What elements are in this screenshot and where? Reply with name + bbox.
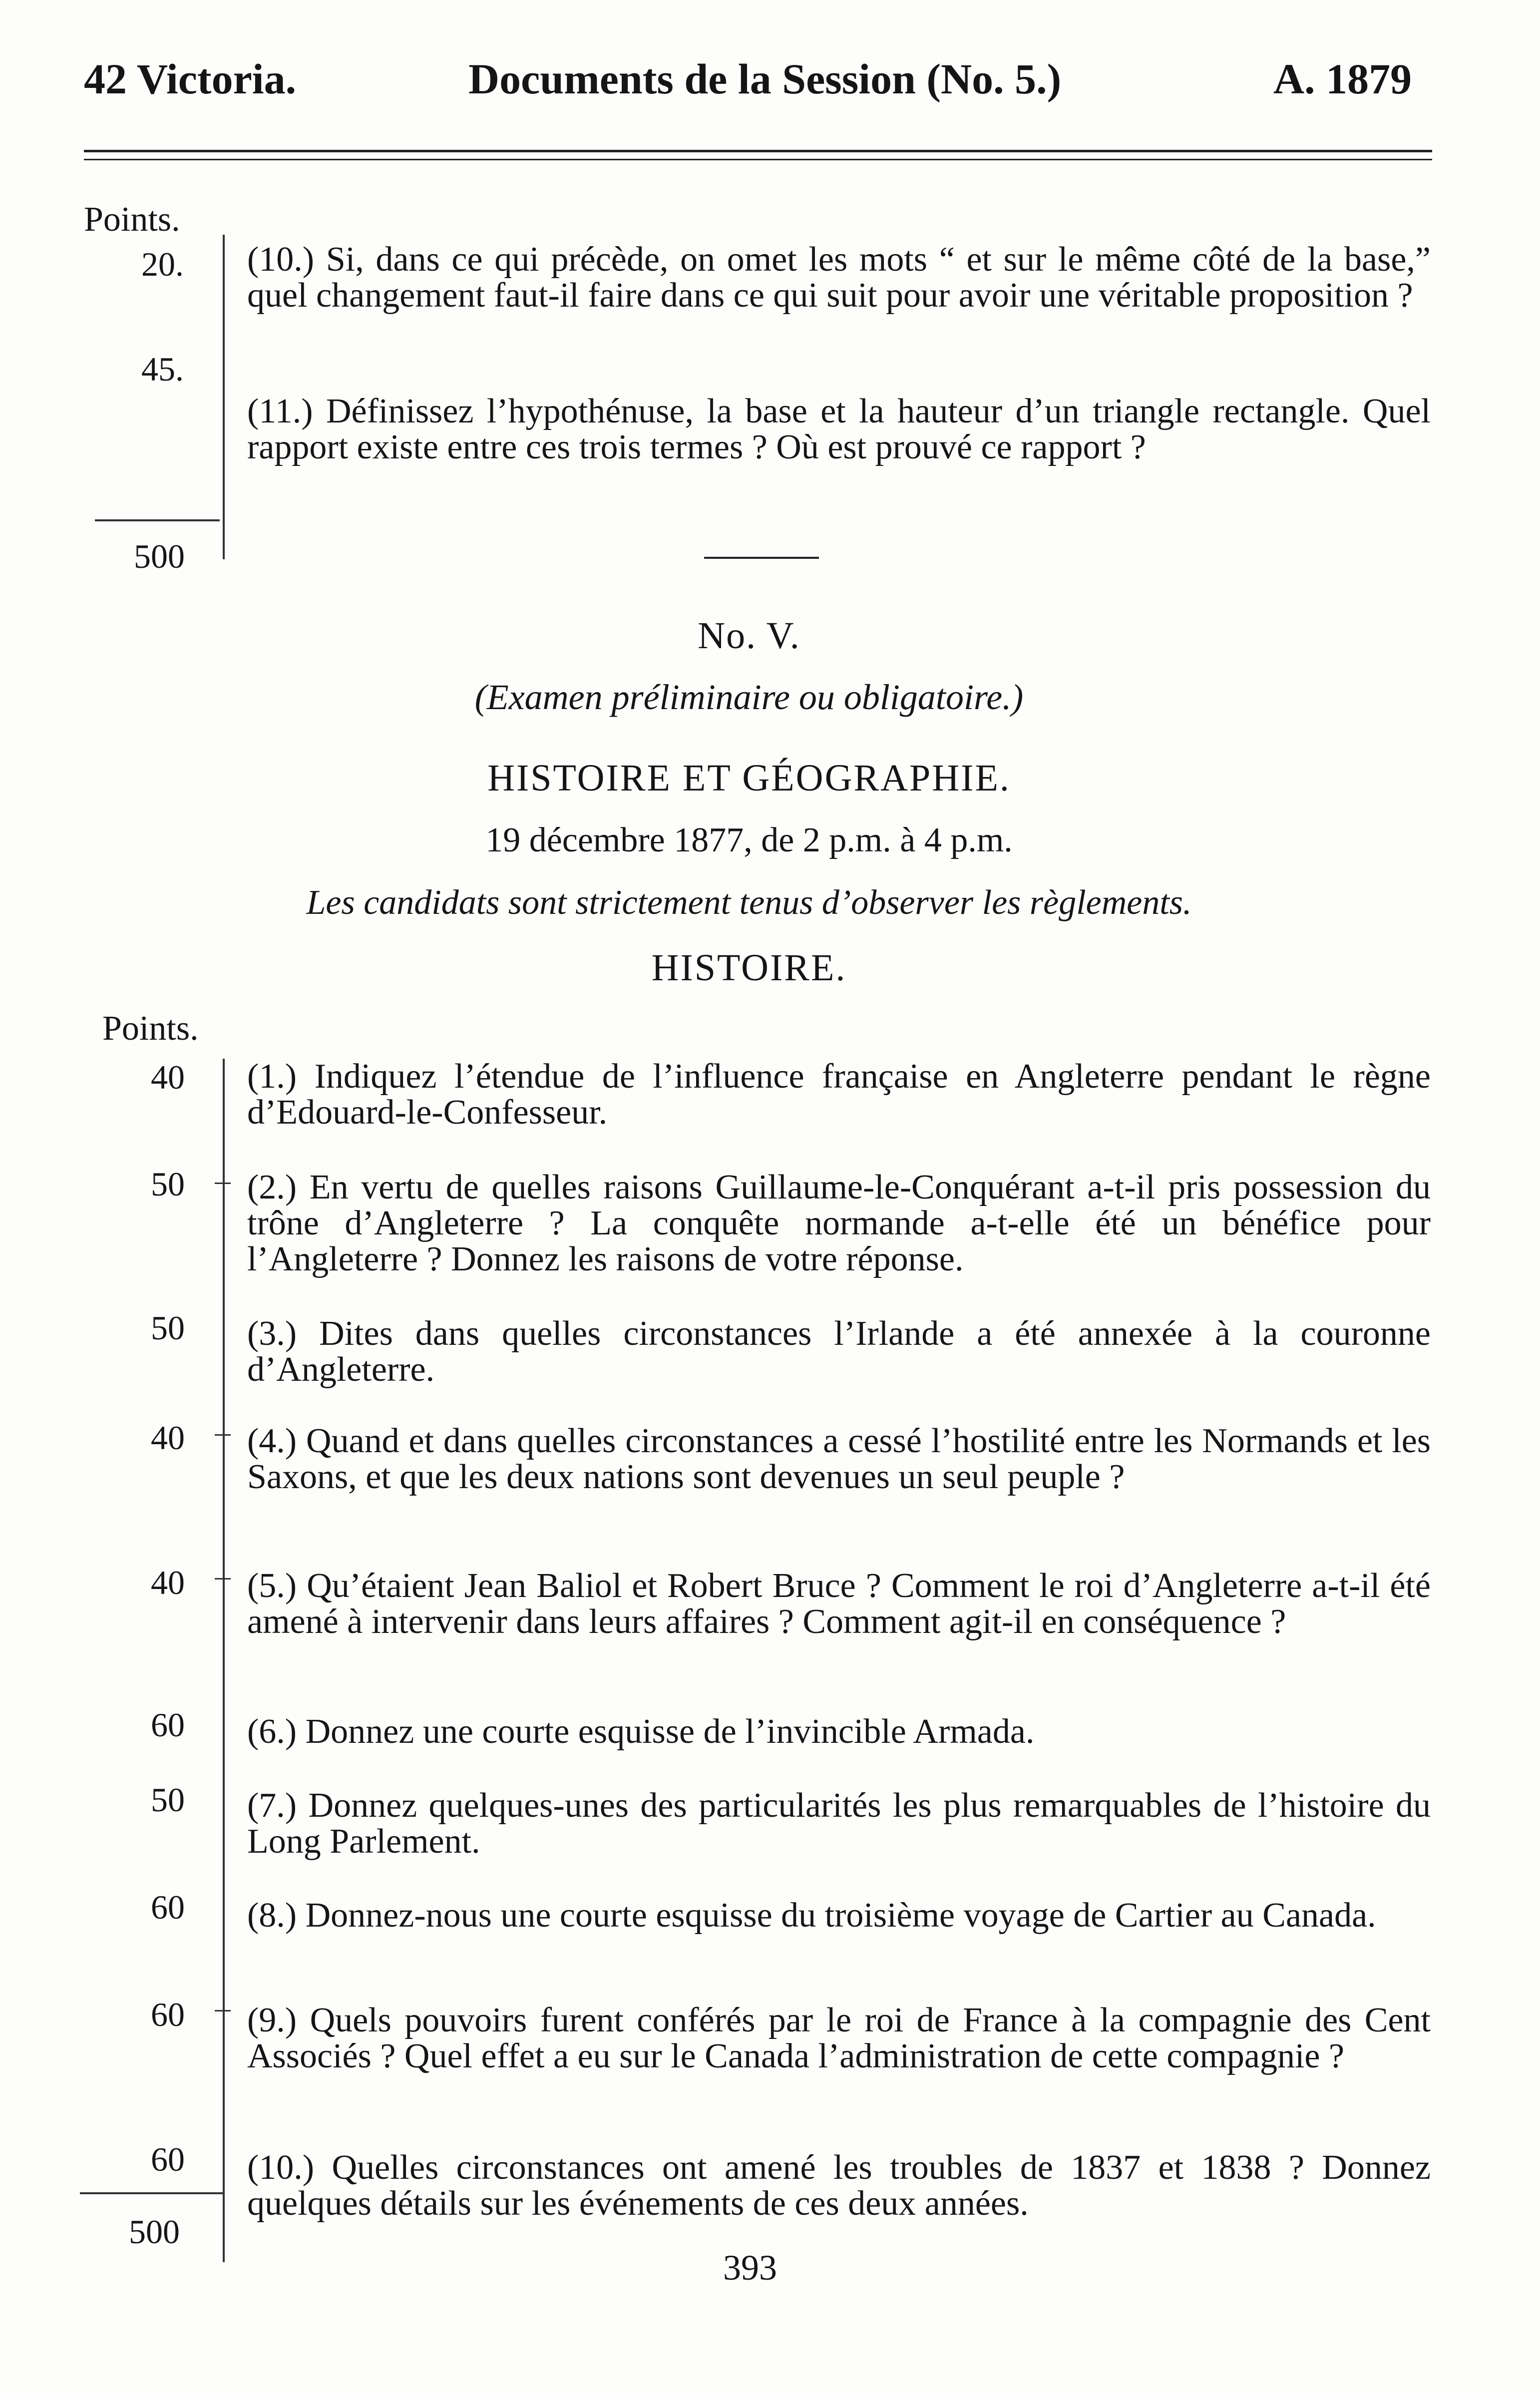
question-text: Indiquez l’étendue de l’influence française en Angleterre pendant le règne d’Edouard-le-Confesseur. [247,1057,1431,1132]
exam-subtitle: (Examen préliminaire ou obligatoire.) [474,677,1024,717]
exam-number: No. V. [698,615,800,657]
header-rule-thin [84,159,1432,160]
margin-tick [215,1183,231,1184]
points-value: 40 [151,1564,185,1601]
header-rule [84,150,1432,152]
points-value: 45. [141,350,184,388]
question-text: Donnez quelques-unes des particularités les plus remarquables de l’histoire du Long Parlement. [247,1786,1431,1861]
question-number: (9.) [247,2001,297,2039]
section-title: HISTOIRE. [651,947,847,989]
margin-tick [215,1578,231,1580]
points-value: 60 [151,1888,185,1926]
question-text: Quand et dans quelles circonstances a cessé l’hostilité entre les Normands et les Saxons, et que les deux nations sont devenues un seul peuple ? [247,1422,1431,1496]
question-text: Donnez une courte esquisse de l’invincible Armada. [305,1712,1035,1751]
points-value: 40 [151,1058,185,1096]
question-number: (4.) [247,1422,297,1460]
section-separator [704,557,819,559]
question [247,1898,1431,1934]
margin-divider [223,235,225,559]
question [247,1316,1431,1388]
total-rule [80,2192,225,2194]
points-value: 50 [151,1781,185,1819]
total-rule [95,519,220,521]
exam-date: 19 décembre 1877, de 2 p.m. à 4 p.m. [485,821,1013,859]
exam-rules: Les candidats sont strictement tenus d’observer les règlements. [306,883,1192,922]
points-label: Points. [84,200,180,239]
question-number: (7.) [247,1786,297,1825]
question-number: (2.) [247,1168,297,1206]
points-total: 500 [129,2213,180,2251]
question-number: (5.) [247,1567,297,1605]
question-number: (11.) [247,392,313,430]
question [247,1423,1431,1495]
question-text: Qu’étaient Jean Baliol et Robert Bruce ? Comment le roi d’Angleterre a-t-il été amené à intervenir dans leurs affaires ? Comment agit-il en conséquence ? [247,1567,1431,1641]
question [247,394,1431,465]
points-value: 50 [151,1309,185,1347]
exam-title: HISTOIRE ET GÉOGRAPHIE. [487,757,1011,799]
question [247,2150,1431,2222]
question-text: Quels pouvoirs furent conférés par le roi de France à la compagnie des Cent Associés ? Quel effet a eu sur le Canada l’administration de cette compagnie ? [247,2001,1431,2075]
question-number: (10.) [247,2148,315,2187]
question-number: (1.) [247,1057,297,1096]
page-number: 393 [723,2248,777,2288]
question [247,1788,1431,1860]
question-number: (3.) [247,1314,297,1353]
question-text: Dites dans quelles circonstances l’Irlande a été annexée à la couronne d’Angleterre. [247,1314,1431,1389]
question-number: (8.) [247,1896,297,1935]
question [247,2002,1431,2074]
question [247,242,1431,314]
question-text: Si, dans ce qui précède, on omet les mots “ et sur le même côté de la base,” quel changement faut-il faire dans ce qui suit pour avoir une véritable proposition ? [247,240,1431,315]
question-text: En vertu de quelles raisons Guillaume-le-Conquérant a-t-il pris possession du trône d’Angleterre ? La conquête normande a-t-elle été un bénéfice pour l’Angleterre ? Donnez les raisons de votre réponse. [247,1168,1431,1278]
question [247,1568,1431,1640]
question [247,1170,1431,1277]
question [247,1059,1431,1131]
question [247,1714,1431,1750]
question-text: Définissez l’hypothénuse, la base et la hauteur d’un triangle rectangle. Quel rapport existe entre ces trois termes ? Où est prouvé ce rapport ? [247,392,1431,466]
points-total: 500 [134,537,185,575]
points-value: 60 [151,1706,185,1744]
question-text: Quelles circonstances ont amené les troubles de 1837 et 1838 ? Donnez quelques détails sur les événements de ces deux années. [247,2148,1431,2223]
margin-divider [223,1059,225,2262]
header-title: Documents de la Session (No. 5.) [468,55,1062,103]
margin-tick [215,2010,231,2011]
points-value: 60 [151,2140,185,2178]
header-edition: A. 1879 [1273,55,1412,103]
points-label: Points. [102,1009,199,1048]
points-value: 20. [141,245,184,283]
margin-tick [215,1434,231,1436]
points-value: 50 [151,1165,185,1203]
question-text: Donnez-nous une courte esquisse du troisième voyage de Cartier au Canada. [305,1896,1376,1935]
question-number: (10.) [247,240,315,279]
points-value: 60 [151,1995,185,2033]
question-number: (6.) [247,1712,297,1751]
header-year: 42 Victoria. [84,55,297,103]
points-value: 40 [151,1419,185,1457]
